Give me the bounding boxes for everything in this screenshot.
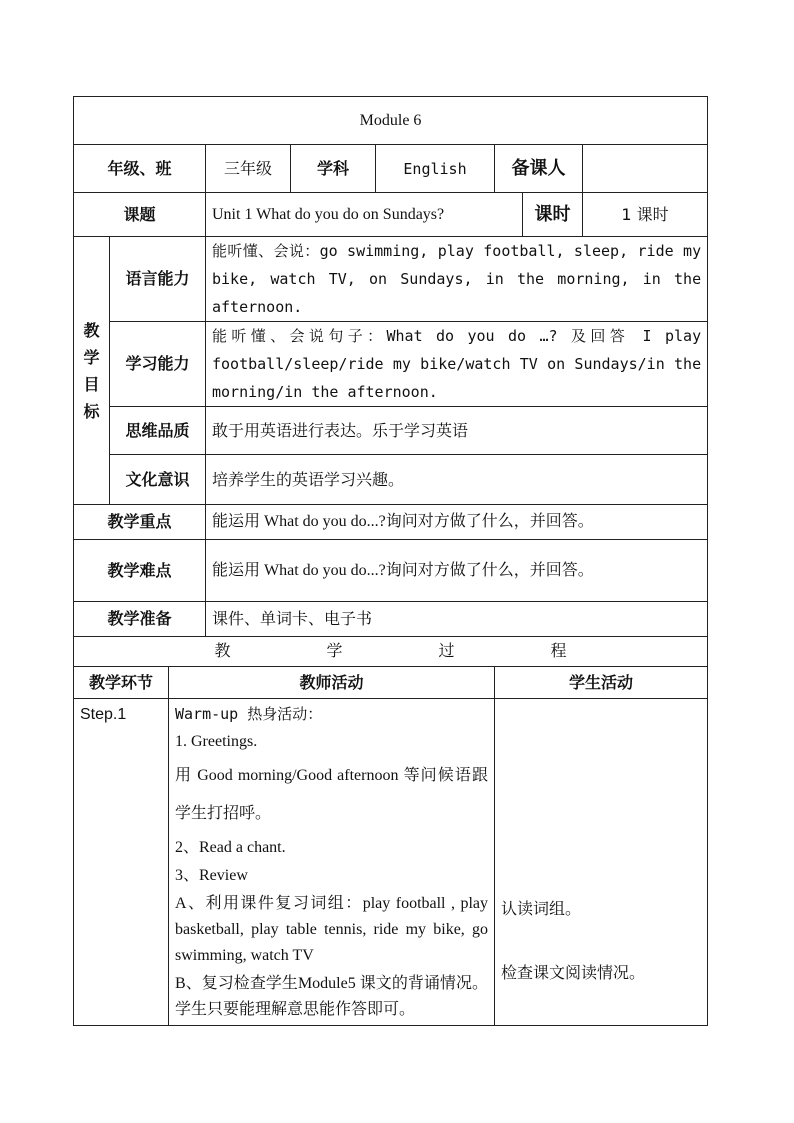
preparer-label: 备课人 [495,145,583,193]
preparation-label: 教学准备 [74,602,206,637]
topic-value: Unit 1 What do you do on Sundays? [206,193,523,237]
key-point-text: 能运用 What do you do...?询问对方做了什么，并回答。 [206,505,708,540]
warmup-heading: Warm-up 热身活动： [175,705,323,723]
preparation-text: 课件、单词卡、电子书 [206,602,708,637]
objective-label: 语言能力 [110,237,206,322]
review-b: B、复习检查学生Module5 课文的背诵情况。学生只要能理解意思能作答即可。 [175,975,488,1018]
subject-label: 学科 [291,145,376,193]
student-activity-b: 检查课文阅读情况。 [501,963,646,982]
objective-label: 思维品质 [110,407,206,455]
objective-text: 敢于用英语进行表达。乐于学习英语 [206,407,708,455]
review-a: A、利用课件复习词组：play football , play basketball, play table tennis, ride my bike, go swimming, watch TV [175,895,488,964]
lesson-plan-table [73,96,708,1026]
objective-text: 能听懂、会说：go swimming, play football, sleep, ride my bike, watch TV, on Sundays, in the morning, in the afternoon. [206,237,708,322]
subject-value: English [376,145,495,193]
module-title: Module 6 [74,97,708,145]
topic-label: 课题 [74,193,206,237]
objectives-group-label: 教 学 目 标 [74,237,110,505]
review-line: 3、Review [175,867,248,884]
process-header-teacher: 教师活动 [169,667,495,699]
period-label: 课时 [523,193,583,237]
teacher-activity [169,699,495,1026]
student-activity [495,699,708,1026]
grade-label: 年级、班 [74,145,206,193]
objective-label: 文化意识 [110,455,206,505]
greetings-line: 1. Greetings. [175,733,258,750]
objective-text: 培养学生的英语学习兴趣。 [206,455,708,505]
greetings-desc: 用 Good morning/Good afternoon 等问候语跟学生打招呼。 [175,767,488,822]
process-header-step: 教学环节 [74,667,169,699]
lesson-plan [73,96,707,1026]
student-activity-a: 认读词组。 [501,899,582,918]
objective-label: 学习能力 [110,322,206,407]
process-header-student: 学生活动 [495,667,708,699]
process-title: 教 学 过 程 [74,637,708,667]
objective-text: 能听懂、会说句子：What do you do …? 及回答 I play football/sleep/ride my bike/watch TV on Sundays/in the morning/in the afternoon. [206,322,708,407]
grade-value: 三年级 [206,145,291,193]
key-point-label: 教学重点 [74,505,206,540]
step-label: Step.1 [74,699,169,1026]
chant-line: 2、Read a chant. [175,839,286,856]
difficulty-label: 教学难点 [74,540,206,602]
difficulty-text: 能运用 What do you do...?询问对方做了什么，并回答。 [206,540,708,602]
preparer-value [583,145,708,193]
period-value: 1 课时 [583,193,708,237]
